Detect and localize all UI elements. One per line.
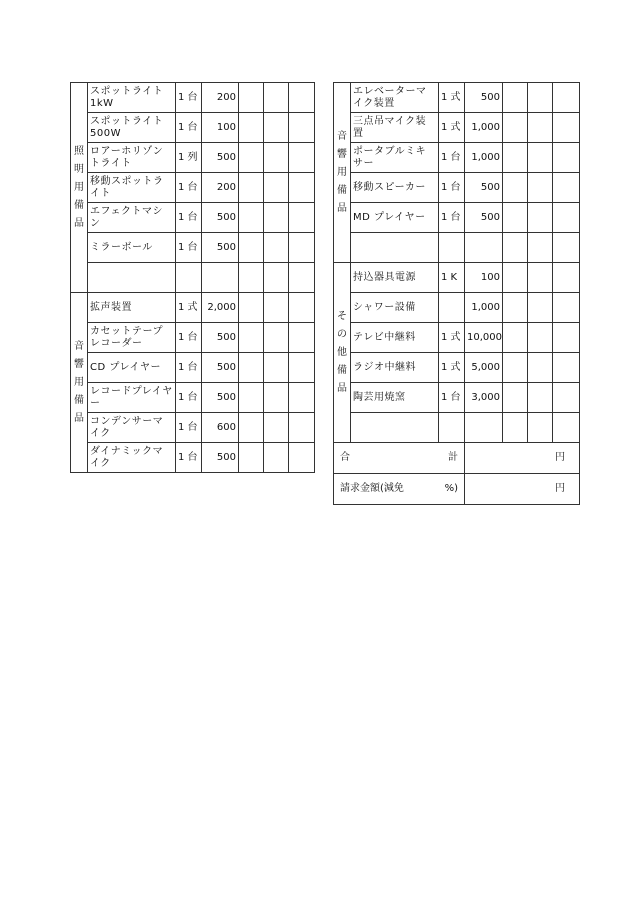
- item-name: ミラーボール: [88, 233, 176, 263]
- blank-cell: [264, 83, 289, 113]
- item-quantity: 1 台: [176, 83, 202, 113]
- item-row: [334, 263, 580, 293]
- item-row: [71, 353, 315, 383]
- item-price: 10,000: [465, 323, 503, 353]
- item-row: [334, 233, 580, 263]
- item-name: CD プレイヤー: [88, 353, 176, 383]
- item-row: [71, 413, 315, 443]
- blank-cell: [239, 173, 264, 203]
- item-row: [71, 263, 315, 293]
- blank-cell: [528, 353, 553, 383]
- category-label: [71, 83, 88, 293]
- blank-cell: [528, 323, 553, 353]
- item-price: [465, 233, 503, 263]
- category-char: 響: [337, 148, 347, 160]
- item-row: [334, 383, 580, 413]
- item-quantity: 1 台: [439, 173, 465, 203]
- item-name: 持込器具電源: [351, 263, 439, 293]
- blank-cell: [289, 113, 315, 143]
- item-quantity: [439, 233, 465, 263]
- item-name: 移動スピーカー: [351, 173, 439, 203]
- category-label: [334, 263, 351, 443]
- blank-cell: [264, 293, 289, 323]
- total-label-left: 合: [340, 452, 350, 463]
- item-name: シャワー設備: [351, 293, 439, 323]
- billing-percent: %): [444, 483, 458, 494]
- item-price: 1,000: [465, 113, 503, 143]
- blank-cell: [528, 383, 553, 413]
- item-row: [334, 113, 580, 143]
- blank-cell: [528, 413, 553, 443]
- item-row: [71, 233, 315, 263]
- blank-cell: [264, 143, 289, 173]
- blank-cell: [528, 263, 553, 293]
- blank-cell: [264, 353, 289, 383]
- blank-cell: [503, 113, 528, 143]
- item-price: 500: [202, 323, 239, 353]
- blank-cell: [239, 263, 264, 293]
- blank-cell: [553, 113, 580, 143]
- category-char: 明: [74, 163, 84, 175]
- item-name: [351, 413, 439, 443]
- item-name: スポットライト 500W: [88, 113, 176, 143]
- item-price: 500: [202, 353, 239, 383]
- item-quantity: 1 K: [439, 263, 465, 293]
- item-quantity: [176, 263, 202, 293]
- item-row: [71, 443, 315, 473]
- blank-cell: [289, 143, 315, 173]
- item-name: スポットライト 1kW: [88, 83, 176, 113]
- blank-cell: [264, 323, 289, 353]
- category-char: 音: [337, 130, 347, 142]
- category-char: の: [337, 328, 347, 340]
- item-row: [334, 173, 580, 203]
- blank-cell: [503, 143, 528, 173]
- billing-label-text: 請求金額(減免: [340, 483, 404, 494]
- category-char: 照: [74, 145, 84, 157]
- item-price: 600: [202, 413, 239, 443]
- category-char: 用: [74, 181, 84, 193]
- item-name: テレビ中継料: [351, 323, 439, 353]
- blank-cell: [503, 413, 528, 443]
- item-row: [71, 323, 315, 353]
- blank-cell: [264, 443, 289, 473]
- blank-cell: [264, 413, 289, 443]
- blank-cell: [503, 203, 528, 233]
- item-row: [71, 293, 315, 323]
- right-fee-table: [333, 82, 580, 505]
- category-label: [71, 293, 88, 473]
- item-row: [334, 143, 580, 173]
- item-name: 移動スポットライト: [88, 173, 176, 203]
- item-name: [88, 263, 176, 293]
- item-quantity: 1 台: [439, 143, 465, 173]
- item-quantity: 1 台: [176, 353, 202, 383]
- blank-cell: [528, 83, 553, 113]
- item-name: コンデンサーマイク: [88, 413, 176, 443]
- item-name: ポータブルミキサー: [351, 143, 439, 173]
- blank-cell: [264, 113, 289, 143]
- blank-cell: [289, 83, 315, 113]
- blank-cell: [239, 353, 264, 383]
- blank-cell: [239, 113, 264, 143]
- item-quantity: 1 式: [439, 83, 465, 113]
- item-price: 500: [202, 203, 239, 233]
- item-quantity: 1 台: [176, 113, 202, 143]
- category-char: 品: [74, 412, 84, 424]
- total-row: [334, 443, 580, 474]
- blank-cell: [264, 263, 289, 293]
- item-name: ラジオ中継料: [351, 353, 439, 383]
- item-price: [202, 263, 239, 293]
- blank-cell: [289, 203, 315, 233]
- blank-cell: [553, 203, 580, 233]
- blank-cell: [289, 173, 315, 203]
- item-quantity: [439, 293, 465, 323]
- item-price: 200: [202, 173, 239, 203]
- blank-cell: [528, 233, 553, 263]
- blank-cell: [553, 293, 580, 323]
- category-char: 備: [74, 394, 84, 406]
- item-price: 1,000: [465, 293, 503, 323]
- left-fee-table: [70, 82, 315, 473]
- category-char: 品: [337, 382, 347, 394]
- billing-amount-unit: 円: [465, 474, 580, 505]
- category-char: 品: [337, 202, 347, 214]
- item-quantity: 1 台: [176, 383, 202, 413]
- category-char: 他: [337, 346, 347, 358]
- category-char: 備: [337, 184, 347, 196]
- blank-cell: [553, 353, 580, 383]
- blank-cell: [553, 143, 580, 173]
- blank-cell: [239, 233, 264, 263]
- item-quantity: 1 台: [176, 413, 202, 443]
- item-quantity: 1 式: [439, 113, 465, 143]
- item-name: 三点吊マイク装置: [351, 113, 439, 143]
- category-char: 音: [74, 340, 84, 352]
- item-row: [71, 143, 315, 173]
- item-price: 500: [202, 443, 239, 473]
- blank-cell: [503, 233, 528, 263]
- blank-cell: [239, 323, 264, 353]
- item-quantity: [439, 413, 465, 443]
- item-name: 陶芸用焼窯: [351, 383, 439, 413]
- item-quantity: 1 台: [176, 323, 202, 353]
- blank-cell: [289, 413, 315, 443]
- category-char: 品: [74, 217, 84, 229]
- category-char: そ: [337, 310, 347, 322]
- item-name: MD プレイヤー: [351, 203, 439, 233]
- item-name: 拡声装置: [88, 293, 176, 323]
- item-row: [71, 173, 315, 203]
- blank-cell: [503, 353, 528, 383]
- item-name: エレベーターマイク装置: [351, 83, 439, 113]
- blank-cell: [289, 323, 315, 353]
- blank-cell: [239, 443, 264, 473]
- category-char: 備: [74, 199, 84, 211]
- blank-cell: [239, 83, 264, 113]
- item-price: [465, 413, 503, 443]
- blank-cell: [239, 143, 264, 173]
- item-row: [71, 203, 315, 233]
- blank-cell: [239, 293, 264, 323]
- item-price: 500: [202, 233, 239, 263]
- item-row: [334, 203, 580, 233]
- blank-cell: [289, 263, 315, 293]
- total-amount-unit: 円: [465, 443, 580, 474]
- item-row: [334, 293, 580, 323]
- blank-cell: [264, 383, 289, 413]
- blank-cell: [553, 83, 580, 113]
- item-name: エフェクトマシン: [88, 203, 176, 233]
- blank-cell: [553, 413, 580, 443]
- item-row: [334, 83, 580, 113]
- blank-cell: [239, 203, 264, 233]
- blank-cell: [239, 383, 264, 413]
- blank-cell: [528, 293, 553, 323]
- blank-cell: [289, 233, 315, 263]
- blank-cell: [553, 383, 580, 413]
- category-char: 用: [337, 166, 347, 178]
- blank-cell: [289, 383, 315, 413]
- item-quantity: 1 台: [439, 383, 465, 413]
- billing-label: [334, 474, 465, 505]
- category-char: 響: [74, 358, 84, 370]
- item-row: [334, 413, 580, 443]
- blank-cell: [528, 143, 553, 173]
- item-name: ロアーホリゾントライト: [88, 143, 176, 173]
- blank-cell: [239, 413, 264, 443]
- item-price: 2,000: [202, 293, 239, 323]
- item-price: 5,000: [465, 353, 503, 383]
- item-quantity: 1 台: [176, 173, 202, 203]
- item-quantity: 1 式: [439, 323, 465, 353]
- blank-cell: [503, 263, 528, 293]
- blank-cell: [553, 233, 580, 263]
- total-label: [334, 443, 465, 474]
- blank-cell: [289, 443, 315, 473]
- blank-cell: [264, 173, 289, 203]
- item-price: 500: [202, 143, 239, 173]
- item-price: 1,000: [465, 143, 503, 173]
- blank-cell: [289, 353, 315, 383]
- item-price: 500: [202, 383, 239, 413]
- blank-cell: [503, 83, 528, 113]
- item-price: 3,000: [465, 383, 503, 413]
- blank-cell: [528, 203, 553, 233]
- total-label-right: 計: [448, 452, 458, 463]
- blank-cell: [503, 323, 528, 353]
- category-label: [334, 83, 351, 263]
- blank-cell: [553, 173, 580, 203]
- item-quantity: 1 式: [439, 353, 465, 383]
- item-quantity: 1 台: [176, 203, 202, 233]
- category-char: 備: [337, 364, 347, 376]
- item-price: 500: [465, 203, 503, 233]
- blank-cell: [503, 383, 528, 413]
- blank-cell: [528, 113, 553, 143]
- category-char: 用: [74, 376, 84, 388]
- blank-cell: [553, 263, 580, 293]
- item-price: 100: [465, 263, 503, 293]
- item-quantity: 1 台: [439, 203, 465, 233]
- item-price: 500: [465, 173, 503, 203]
- item-row: [71, 83, 315, 113]
- item-price: 200: [202, 83, 239, 113]
- item-price: 100: [202, 113, 239, 143]
- item-quantity: 1 列: [176, 143, 202, 173]
- item-quantity: 1 台: [176, 443, 202, 473]
- item-row: [334, 323, 580, 353]
- blank-cell: [503, 173, 528, 203]
- item-quantity: 1 式: [176, 293, 202, 323]
- blank-cell: [264, 203, 289, 233]
- blank-cell: [503, 293, 528, 323]
- item-name: [351, 233, 439, 263]
- blank-cell: [264, 233, 289, 263]
- blank-cell: [289, 293, 315, 323]
- item-row: [71, 113, 315, 143]
- item-row: [334, 353, 580, 383]
- item-name: レコードプレイヤー: [88, 383, 176, 413]
- blank-cell: [528, 173, 553, 203]
- blank-cell: [553, 323, 580, 353]
- item-name: ダイナミックマイク: [88, 443, 176, 473]
- item-price: 500: [465, 83, 503, 113]
- item-row: [71, 383, 315, 413]
- item-quantity: 1 台: [176, 233, 202, 263]
- billing-row: [334, 474, 580, 505]
- item-name: カセットテープレコーダー: [88, 323, 176, 353]
